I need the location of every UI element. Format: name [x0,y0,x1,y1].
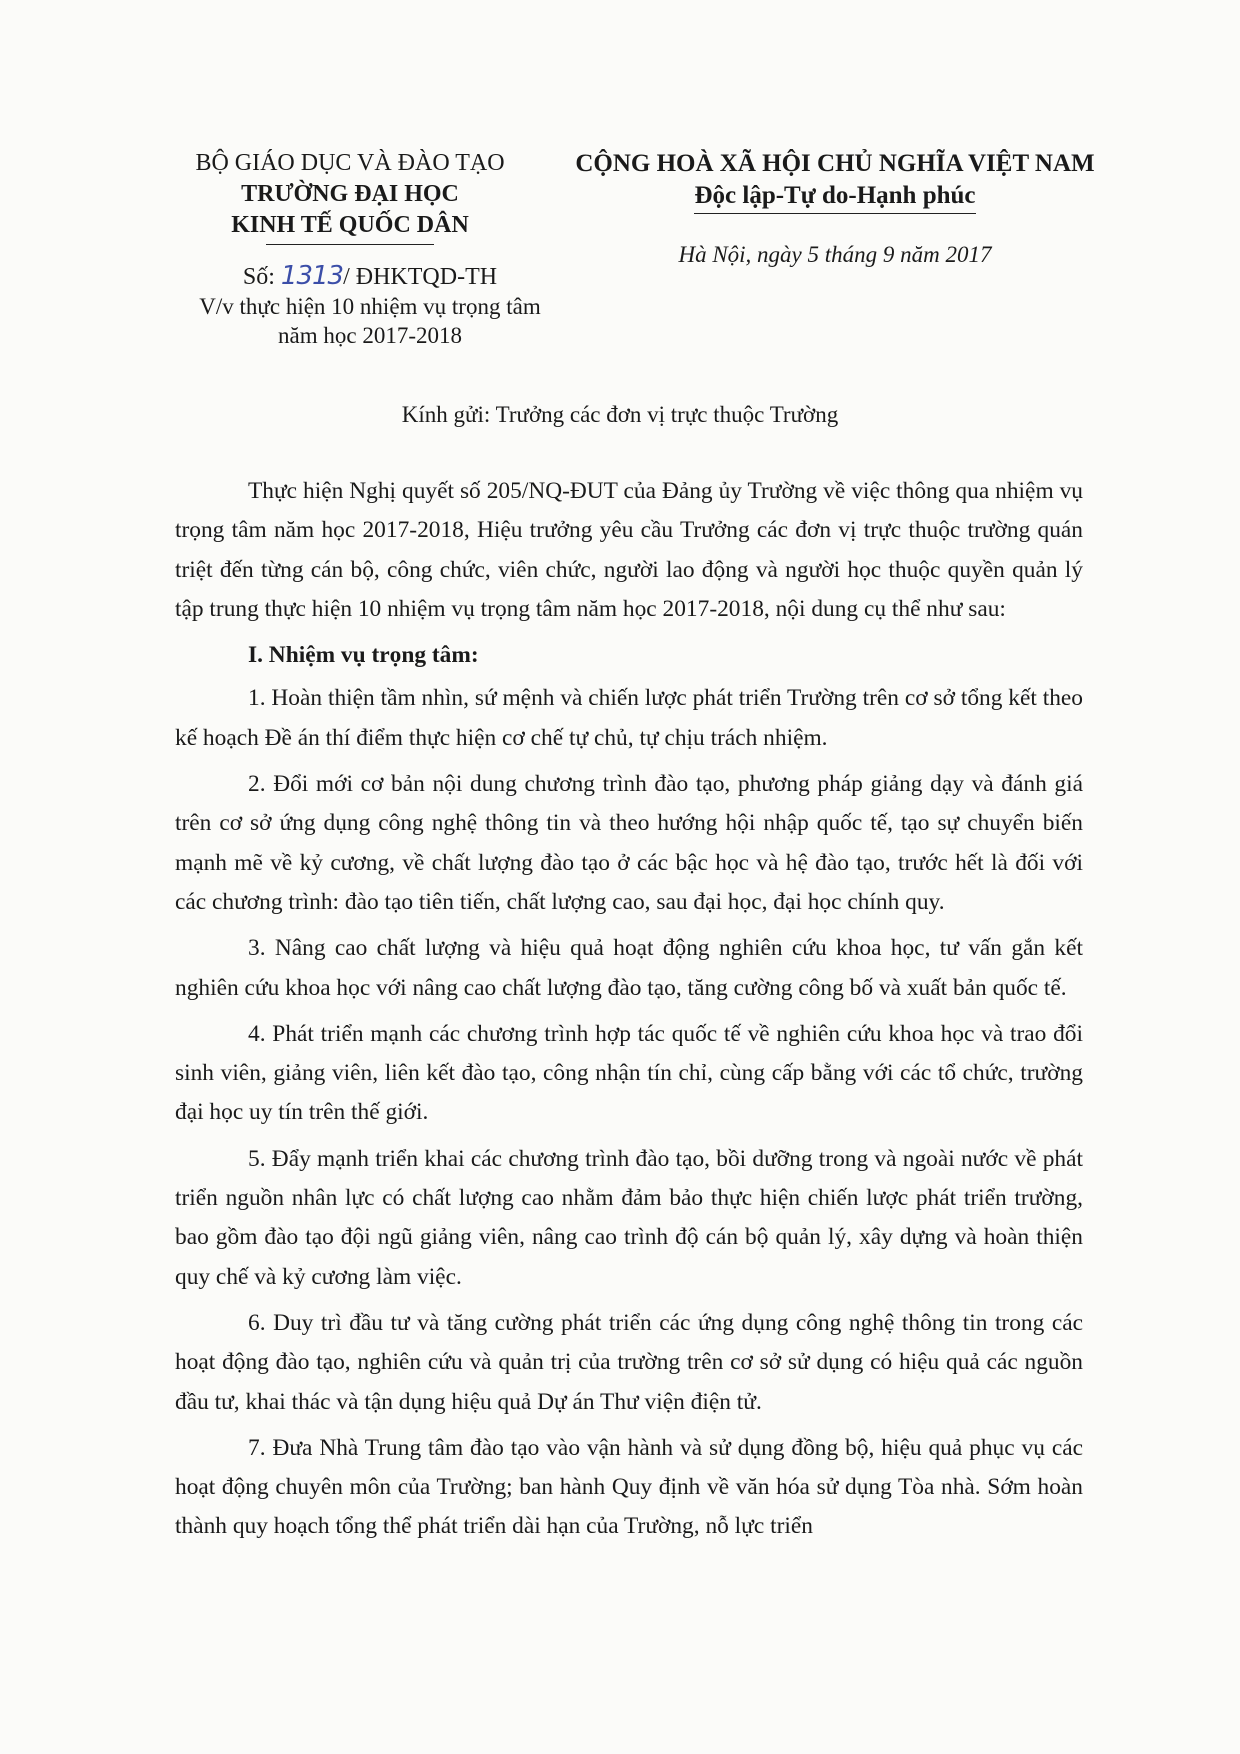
task-item: 7. Đưa Nhà Trung tâm đào tạo vào vận hành và sử dụng đồng bộ, hiệu quả phục vụ các hoạt động chuyên môn của Trường; ban hành Quy định về văn hóa sử dụng Tòa nhà. Sớm hoàn thành quy hoạch tổng thể phát triển dài hạn của Trường, nỗ lực triển [175,1434,1083,1540]
task-item: 6. Duy trì đầu tư và tăng cường phát triển các ứng dụng công nghệ thông tin trong các hoạt động đào tạo, nghiên cứu và quản trị của trường trên cơ sở sử dụng có hiệu quả các nguồn đầu tư, khai thác và tận dụng hiệu quả Dự án Thư viện điện tử. [175,1309,1083,1415]
doc-number-prefix: Số: [242,264,275,290]
document-body [175,472,1083,1554]
task-item: 4. Phát triển mạnh các chương trình hợp tác quốc tế về nghiên cứu khoa học và trao đổi sinh viên, giảng viên, liên kết đào tạo, công nhận tín chỉ, cùng cấp bằng với các tổ chức, trường đại học uy tín trên thế giới. [175,1020,1083,1126]
ministry-name: BỘ GIÁO DỤC VÀ ĐÀO TẠO [195,150,505,176]
recipient-line: Kính gửi: Trưởng các đơn vị trực thuộc Trường [401,402,839,427]
doc-number-suffix: / ĐHKTQD-TH [343,264,498,290]
national-motto: Độc lập-Tự do-Hạnh phúc [694,180,975,214]
school-name-line1: TRƯỜNG ĐẠI HỌC [241,181,459,207]
intro-paragraph: Thực hiện Nghị quyết số 205/NQ-ĐUT của Đảng ủy Trường về việc thông qua nhiệm vụ trọng tâm năm học 2017-2018, Hiệu trưởng yêu cầu Trưởng các đơn vị trực thuộc trường quán triệt đến từng cán bộ, công chức, viên chức, người lao động và người học thuộc quyền quản lý tập trung thực hiện 10 nhiệm vụ trọng tâm năm học 2017-2018, nội dung cụ thể như sau: [175,478,1083,622]
subject-line1: V/v thực hiện 10 nhiệm vụ trọng tâm [199,294,541,319]
document-number [160,262,580,292]
handwritten-number: 1313 [280,261,344,291]
school-name-line2: KINH TẾ QUỐC DÂN [231,212,469,238]
national-heading [575,148,1095,214]
section-title: I. Nhiệm vụ trọng tâm: [248,642,479,669]
issuer-block [160,148,540,245]
issue-date: Hà Nội, ngày 5 tháng 9 năm 2017 [678,242,992,267]
task-item: 3. Nâng cao chất lượng và hiệu quả hoạt động nghiên cứu khoa học, tư vấn gắn kết nghiên cứu khoa học với nâng cao chất lượng đào tạo, tăng cường công bố và xuất bản quốc tế. [175,935,1083,1001]
issuer-underline [266,244,434,245]
nation-name: CỘNG HOÀ XÃ HỘI CHỦ NGHĨA VIỆT NAM [575,150,1095,177]
reference-block [160,262,580,350]
task-item: 5. Đẩy mạnh triển khai các chương trình đào tạo, bồi dưỡng trong và ngoài nước về phát triển nguồn nhân lực có chất lượng cao nhằm đảm bảo thực hiện chiến lược phát triển trường, bao gồm đào tạo đội ngũ giảng viên, nâng cao trình độ cán bộ quản lý, xây dựng và hoàn thiện quy chế và kỷ cương làm việc. [175,1145,1083,1290]
task-item: 1. Hoàn thiện tầm nhìn, sứ mệnh và chiến lược phát triển Trường trên cơ sở tổng kết theo kế hoạch Đề án thí điểm thực hiện cơ chế tự chủ, tự chịu trách nhiệm. [175,685,1083,751]
subject-line2: năm học 2017-2018 [278,323,462,348]
task-item: 2. Đổi mới cơ bản nội dung chương trình đào tạo, phương pháp giảng dạy và đánh giá trên cơ sở ứng dụng công nghệ thông tin và theo hướng hội nhập quốc tế, tạo sự chuyển biến mạnh mẽ về kỷ cương, về chất lượng đào tạo ở các bậc học và hệ đào tạo, trước hết là đối với các chương trình: đào tạo tiên tiến, chất lượng cao, sau đại học, đại học chính quy. [175,771,1083,915]
